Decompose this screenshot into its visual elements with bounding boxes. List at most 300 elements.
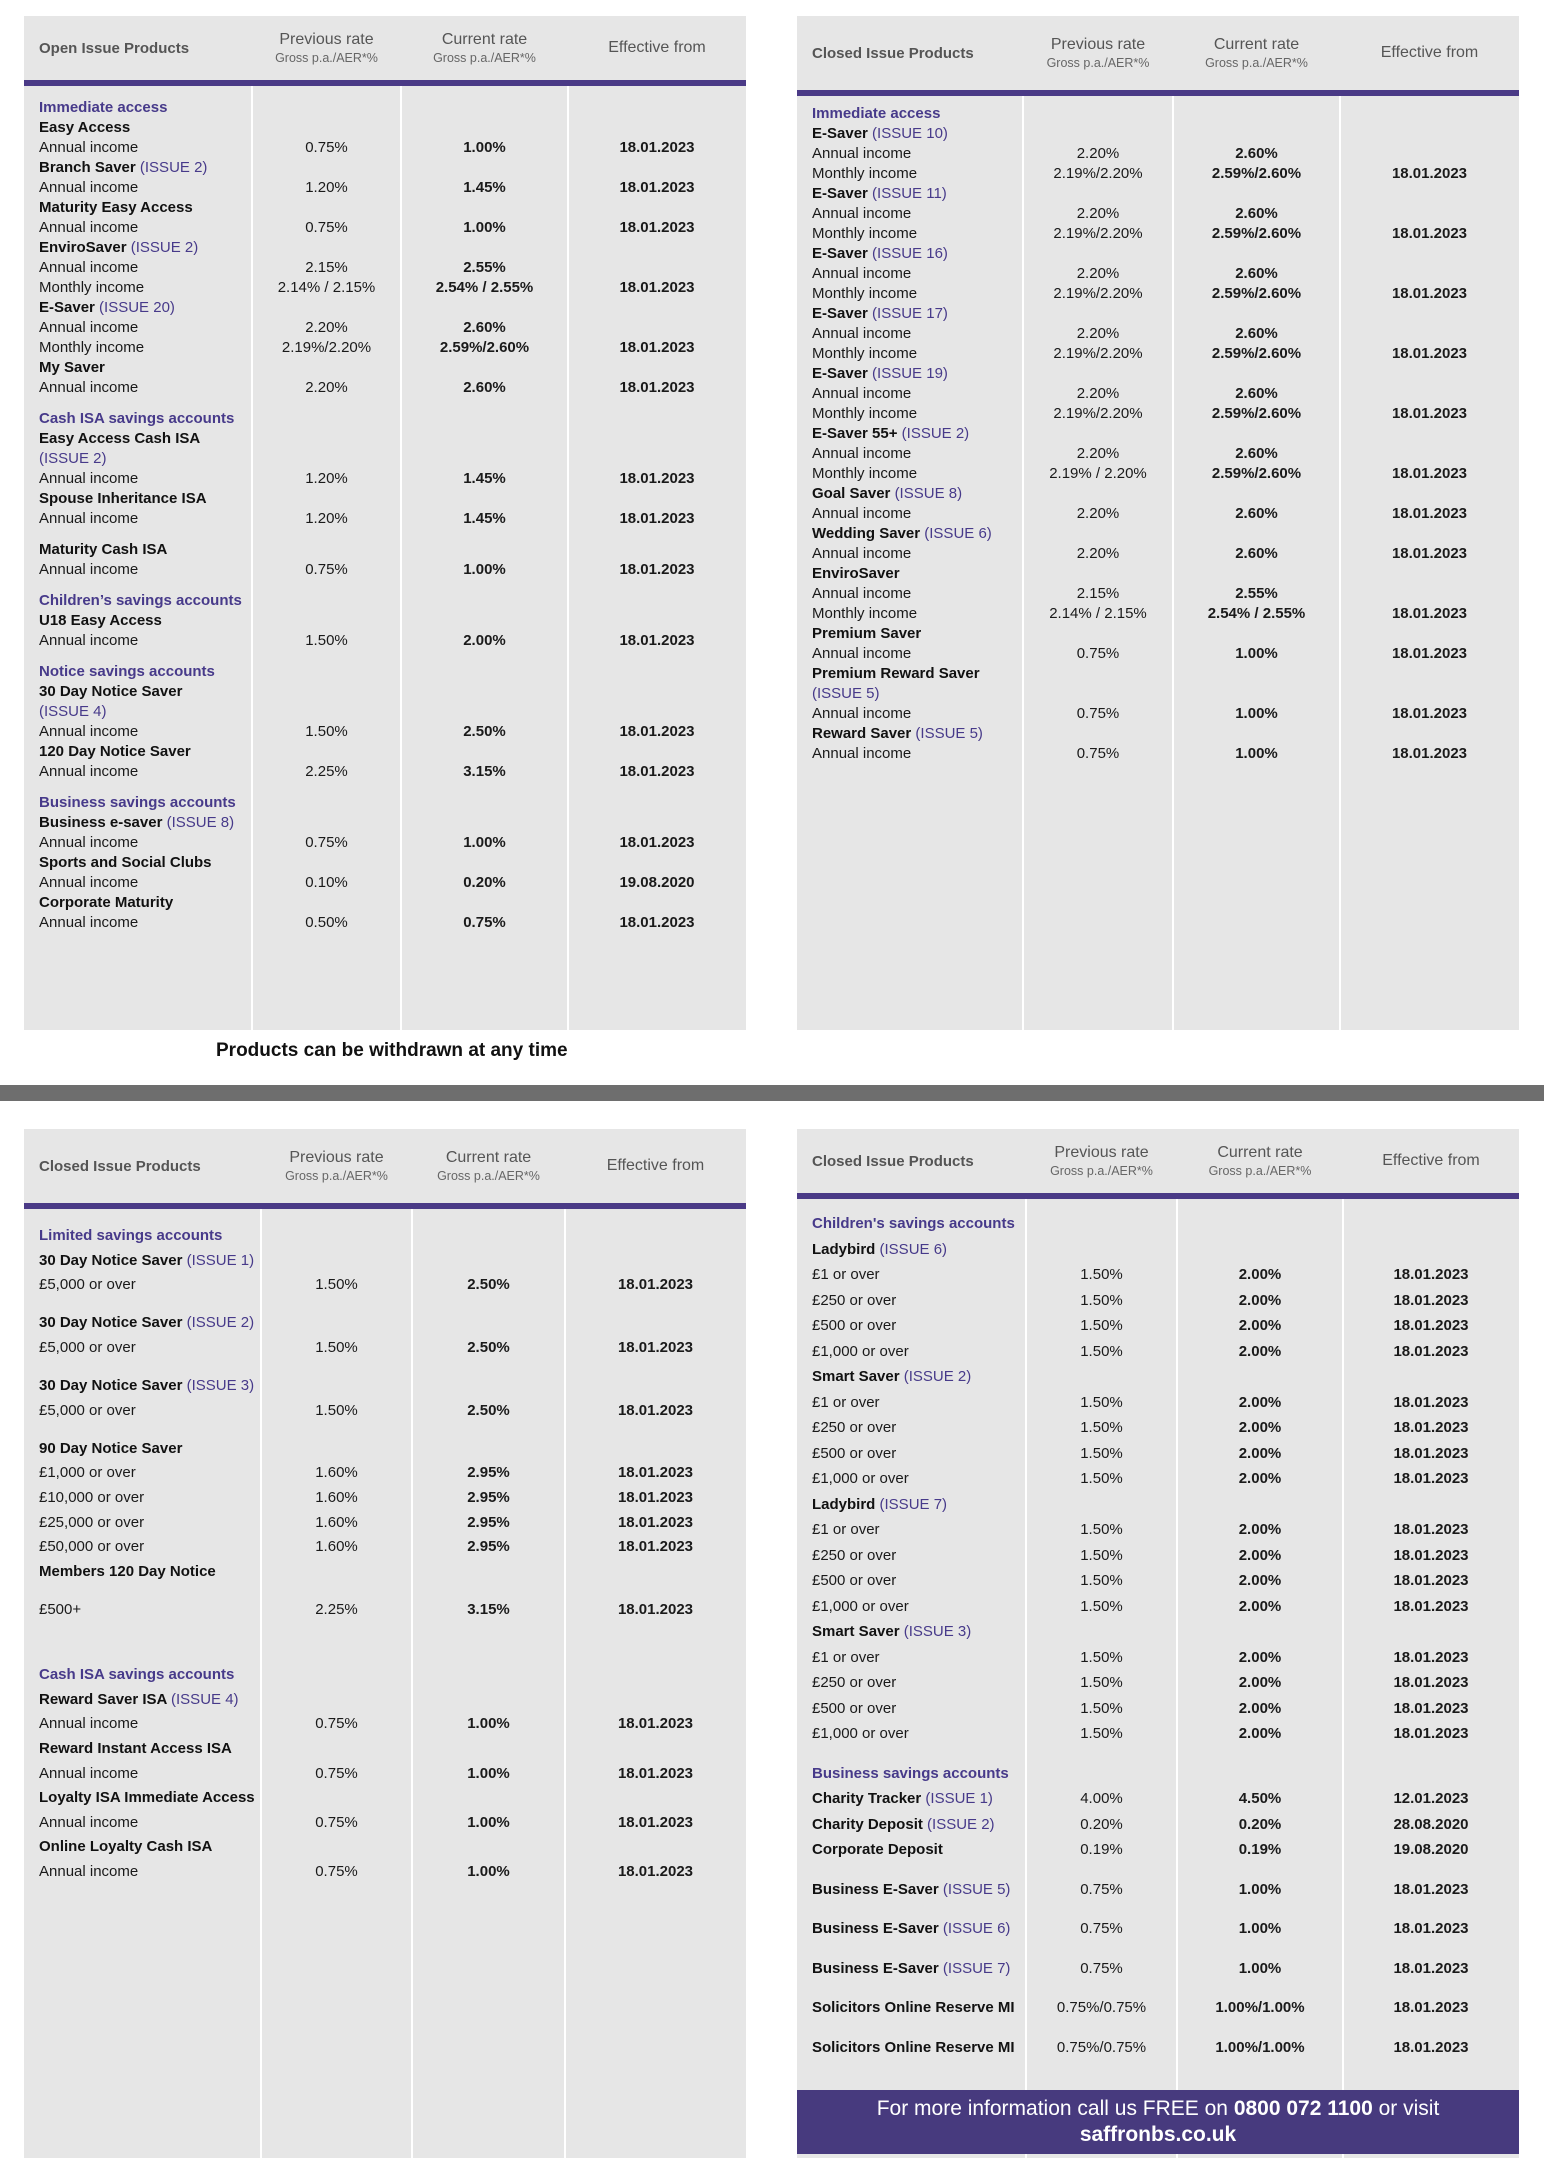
row-label <box>812 324 911 344</box>
current-rate-value: 2.00% <box>1238 1699 1282 1717</box>
product-row <box>797 484 1519 504</box>
label-text: Immediate access <box>812 105 941 122</box>
issue-tag: (ISSUE 6) <box>942 1920 1011 1938</box>
rate-row <box>24 1862 746 1882</box>
row-label <box>39 742 191 762</box>
label-text: E-Saver <box>812 245 868 262</box>
row-label <box>812 1342 909 1362</box>
phone-number[interactable]: 0800 072 1100 <box>1233 2097 1373 2120</box>
label-text: My Saver <box>39 359 105 376</box>
product-row <box>797 524 1519 544</box>
label-text: E-Saver <box>812 365 868 382</box>
label-text: Annual income <box>39 1764 139 1782</box>
label-text: Maturity Easy Access <box>39 199 193 216</box>
row-label <box>812 1291 896 1311</box>
row-label <box>39 1714 138 1734</box>
label-text: Business E-Saver <box>812 1920 939 1938</box>
rate-row <box>797 604 1519 624</box>
label-text: (ISSUE 2) <box>39 450 107 467</box>
current-rate-value: 4.50% <box>1238 1790 1282 1808</box>
previous-rate-value: 1.50% <box>1080 1521 1123 1538</box>
label-text: 120 Day Notice Saver <box>39 743 191 760</box>
row-label <box>812 1520 880 1540</box>
row-label <box>39 429 200 449</box>
label-text: Annual income <box>39 723 139 740</box>
current-rate-value: 2.60% <box>463 379 506 396</box>
previous-rate-header-subtitle: Gross p.a./AER*% <box>1050 1164 1153 1178</box>
row-label <box>812 1546 896 1566</box>
current-rate-header-label: Current rate <box>1217 1144 1303 1161</box>
label-text: Business E-Saver <box>812 1880 939 1898</box>
row-label <box>39 469 138 489</box>
section-label <box>812 104 940 124</box>
label-text: Smart Saver <box>812 1368 900 1385</box>
label-text: £1,000 or over <box>812 1342 909 1360</box>
product-row <box>24 358 746 378</box>
label-text: E-Saver <box>812 185 868 202</box>
effective-date-value: 18.01.2023 <box>619 561 695 578</box>
current-rate-value: 1.00% <box>1235 645 1278 662</box>
previous-rate-value: 2.19%/2.20% <box>281 339 372 356</box>
table-header <box>797 16 1519 96</box>
issue-tag: (ISSUE 10) <box>872 125 948 142</box>
product-row <box>797 724 1519 744</box>
previous-rate-value: 2.19%/2.20% <box>1053 165 1143 182</box>
row-label <box>39 1463 136 1483</box>
previous-rate-header-label: Previous rate <box>1050 36 1146 53</box>
current-rate-header-subtitle: Gross p.a./AER*% <box>1205 56 1308 70</box>
product-row <box>797 1959 1519 1979</box>
label-text: Corporate Maturity <box>39 894 174 911</box>
label-text: Cash ISA savings accounts <box>39 1666 235 1684</box>
label-text: £250 or over <box>812 1291 897 1309</box>
effective-date-value: 18.01.2023 <box>1391 545 1468 562</box>
section-label <box>39 662 215 682</box>
current-rate-header-label: Current rate <box>1213 36 1300 53</box>
effective-date-value: 18.01.2023 <box>1393 1597 1469 1615</box>
previous-rate-value: 2.19%/2.20% <box>1053 225 1143 242</box>
previous-rate-value: 1.50% <box>1080 1597 1123 1615</box>
effective-from-header <box>565 1129 746 1203</box>
product-row <box>24 1837 746 1857</box>
current-rate-value: 1.00% <box>463 139 506 156</box>
product-row <box>797 624 1519 644</box>
row-label <box>812 1815 995 1835</box>
current-rate-value: 2.00% <box>1238 1317 1282 1334</box>
previous-rate-value: 0.75% <box>315 1813 358 1831</box>
label-text: Monthly income <box>812 605 918 622</box>
current-rate-value: 0.19% <box>1238 1841 1282 1859</box>
label-text: £250 or over <box>812 1546 897 1564</box>
previous-rate-header <box>1026 1129 1177 1193</box>
row-label <box>39 813 234 833</box>
effective-from-header <box>1343 1129 1519 1193</box>
effective-date-value: 18.01.2023 <box>617 1715 694 1733</box>
row-label <box>812 224 917 244</box>
previous-rate-value: 1.20% <box>305 179 348 196</box>
previous-rate-value: 0.75% <box>1080 1920 1123 1938</box>
issue-tag: (ISSUE 1) <box>186 1251 255 1269</box>
rate-row <box>797 344 1519 364</box>
effective-date-value: 18.01.2023 <box>619 723 695 740</box>
rate-row <box>24 318 746 338</box>
label-text: £1,000 or over <box>812 1470 909 1487</box>
current-rate-value: 2.59%/2.60% <box>1211 165 1302 182</box>
previous-rate-value: 2.20% <box>1076 445 1120 462</box>
row-label <box>39 1690 239 1710</box>
effective-date-value: 18.01.2023 <box>619 179 695 196</box>
row-label <box>812 364 948 384</box>
product-row <box>24 1439 746 1459</box>
rate-row <box>797 1342 1519 1362</box>
rate-row <box>797 444 1519 464</box>
row-label <box>39 611 162 631</box>
label-text: Annual income <box>812 645 912 662</box>
row-label <box>39 1537 144 1557</box>
product-row <box>797 1367 1519 1387</box>
product-row <box>797 1495 1519 1515</box>
label-text: £1,000 or over <box>812 1725 909 1742</box>
row-label <box>812 704 911 724</box>
row-label <box>812 504 911 524</box>
effective-date-value: 18.01.2023 <box>1393 1699 1469 1717</box>
product-row <box>24 429 746 449</box>
issue-tag: (ISSUE 4) <box>171 1690 239 1708</box>
current-rate-value: 1.00% <box>467 1764 510 1782</box>
current-rate-header-subtitle: Gross p.a./AER*% <box>1208 1164 1312 1178</box>
label-text: £1 or over <box>812 1393 880 1411</box>
label-text: 90 Day Notice Saver <box>39 1439 183 1457</box>
current-rate-value: 1.00% <box>1238 1920 1282 1938</box>
rate-row <box>797 1393 1519 1413</box>
current-rate-value: 0.75% <box>463 914 506 931</box>
row-label <box>812 604 917 624</box>
product-row <box>797 1919 1519 1939</box>
current-rate-value: 2.95% <box>467 1513 510 1531</box>
label-text: Ladybird <box>812 1240 876 1258</box>
rate-row <box>797 1291 1519 1311</box>
current-rate-value: 1.00% <box>1235 705 1278 722</box>
label-text: Children’s savings accounts <box>39 592 242 609</box>
effective-date-value: 18.01.2023 <box>619 219 695 236</box>
label-text: Notice savings accounts <box>39 663 215 680</box>
effective-date-value: 19.08.2020 <box>619 874 695 891</box>
effective-date-value: 18.01.2023 <box>1393 1546 1469 1564</box>
effective-date-value: 18.01.2023 <box>1393 1317 1469 1334</box>
effective-date-value: 18.01.2023 <box>1391 705 1468 722</box>
effective-date-value: 18.01.2023 <box>617 1764 694 1782</box>
current-rate-value: 2.59%/2.60% <box>439 339 530 356</box>
label-text: Business E-Saver <box>812 1959 939 1977</box>
previous-rate-value: 1.60% <box>315 1464 358 1482</box>
current-rate-value: 2.60% <box>1235 145 1278 162</box>
row-label <box>39 1788 255 1808</box>
table-header <box>24 16 746 86</box>
label-text: Sports and Social Clubs <box>39 854 212 871</box>
row-label <box>812 1418 896 1438</box>
rate-row <box>24 1537 746 1557</box>
label-text: £1 or over <box>812 1521 880 1538</box>
row-label <box>39 873 138 893</box>
effective-date-value: 18.01.2023 <box>617 1862 694 1880</box>
issue-tag: (ISSUE 7) <box>879 1495 948 1513</box>
row-label <box>39 762 138 782</box>
row-label <box>39 1439 182 1459</box>
product-row <box>797 1789 1519 1809</box>
product-row <box>24 489 746 509</box>
previous-rate-value: 0.20% <box>1080 1815 1123 1833</box>
row-label <box>39 118 130 138</box>
label-text: Annual income <box>39 763 139 780</box>
issue-tag: (ISSUE 2) <box>139 159 208 176</box>
previous-rate-value: 2.20% <box>305 319 348 336</box>
label-text: £10,000 or over <box>39 1488 145 1506</box>
row-label <box>812 1880 1010 1900</box>
rate-row <box>797 684 1519 704</box>
current-rate-value: 2.59%/2.60% <box>1211 405 1302 422</box>
previous-rate-value: 0.75%/0.75% <box>1056 2038 1147 2056</box>
rate-row <box>797 1724 1519 1744</box>
current-rate-value: 2.00% <box>1238 1470 1282 1487</box>
row-label <box>812 204 911 224</box>
effective-date-value: 18.01.2023 <box>1393 1291 1469 1309</box>
previous-rate-value: 2.25% <box>315 1600 358 1618</box>
current-rate-value: 2.95% <box>467 1488 510 1506</box>
label-text: Children's savings accounts <box>812 1215 1015 1232</box>
effective-date-value: 18.01.2023 <box>617 1276 694 1294</box>
row-label <box>812 1789 993 1809</box>
previous-rate-value: 1.60% <box>315 1538 358 1556</box>
row-label <box>812 424 969 444</box>
previous-rate-value: 0.75% <box>1076 745 1120 762</box>
open-issue-panel <box>24 16 746 1030</box>
closed-issue-panel-2 <box>24 1129 746 2158</box>
effective-from-header <box>568 16 746 80</box>
label-text: Reward Saver ISA <box>39 1690 167 1708</box>
label-text: 30 Day Notice Saver <box>39 1314 183 1332</box>
rate-row <box>24 1714 746 1734</box>
rate-row <box>24 873 746 893</box>
previous-rate-value: 1.50% <box>315 1276 358 1294</box>
issue-tag: (ISSUE 2) <box>186 1314 255 1332</box>
row-label <box>39 278 144 298</box>
row-label <box>812 1724 909 1744</box>
section-heading <box>24 793 746 813</box>
closed-issue-panel-3 <box>797 1129 1519 2158</box>
product-row <box>24 682 746 702</box>
previous-rate-value: 1.20% <box>305 470 348 487</box>
current-rate-header-label: Current rate <box>441 31 528 48</box>
row-label <box>812 1393 880 1413</box>
current-rate-value: 1.00%/1.00% <box>1215 1999 1305 2017</box>
product-row <box>24 1251 746 1271</box>
label-text: £250 or over <box>812 1674 897 1691</box>
current-rate-value: 2.00% <box>1238 1291 1282 1309</box>
current-rate-header <box>401 16 568 80</box>
rate-row <box>24 469 746 489</box>
row-label <box>812 144 911 164</box>
row-label <box>812 524 992 544</box>
product-row <box>24 298 746 318</box>
previous-rate-value: 0.75% <box>1080 1880 1123 1898</box>
previous-rate-value: 1.50% <box>1080 1266 1123 1283</box>
effective-date-value: 18.01.2023 <box>1391 605 1468 622</box>
row-label <box>39 1600 81 1620</box>
label-text: Online Loyalty Cash ISA <box>39 1838 213 1856</box>
issue-tag: (ISSUE 7) <box>942 1959 1011 1977</box>
previous-rate-value: 0.75% <box>1076 705 1120 722</box>
rate-row <box>797 1673 1519 1693</box>
label-text: Annual income <box>39 874 139 891</box>
current-rate-value: 2.00% <box>463 632 506 649</box>
rate-row <box>24 1275 746 1295</box>
label-text: Reward Instant Access ISA <box>39 1739 232 1757</box>
row-label <box>812 124 948 144</box>
rate-row <box>797 644 1519 664</box>
current-rate-value: 2.60% <box>1235 505 1278 522</box>
label-text: £500 or over <box>812 1317 897 1334</box>
product-row <box>797 364 1519 384</box>
label-text: E-Saver <box>812 305 868 322</box>
row-label <box>812 464 917 484</box>
label-text: Annual income <box>812 745 912 762</box>
product-row <box>24 540 746 560</box>
label-text: Annual income <box>39 561 139 578</box>
section-heading <box>24 662 746 682</box>
label-text: £500 or over <box>812 1444 897 1462</box>
current-rate-value: 2.50% <box>467 1276 510 1294</box>
current-rate-value: 2.59%/2.60% <box>1211 285 1302 302</box>
label-text: Annual income <box>812 325 912 342</box>
rate-row <box>797 404 1519 424</box>
label-text: Annual income <box>39 510 139 527</box>
current-rate-value: 2.00% <box>1238 1597 1282 1615</box>
rate-row <box>24 1600 746 1620</box>
row-label <box>39 258 138 278</box>
label-text: E-Saver <box>812 125 868 142</box>
effective-date-value: 18.01.2023 <box>1391 645 1468 662</box>
product-row <box>797 1840 1519 1860</box>
website-link[interactable]: saffronbs.co.uk <box>1079 2123 1237 2146</box>
previous-rate-value: 1.50% <box>315 1401 358 1419</box>
current-rate-value: 1.00% <box>463 834 506 851</box>
rate-row <box>797 744 1519 764</box>
rate-row <box>797 1597 1519 1617</box>
label-text: Business savings accounts <box>812 1764 1009 1782</box>
label-text: Solicitors Online Reserve MI <box>812 2038 1015 2056</box>
product-row <box>24 1562 746 1582</box>
label-text: Annual income <box>812 505 912 522</box>
label-text: Charity Tracker <box>812 1790 922 1808</box>
current-rate-header-subtitle: Gross p.a./AER*% <box>437 1169 540 1183</box>
effective-date-value: 18.01.2023 <box>619 914 695 931</box>
label-text: Annual income <box>812 145 912 162</box>
label-text: 30 Day Notice Saver <box>39 1251 183 1269</box>
label-text: Annual income <box>812 545 912 562</box>
current-rate-value: 2.60% <box>1235 445 1278 462</box>
label-text: Annual income <box>39 1715 139 1733</box>
previous-rate-value: 0.75% <box>1076 645 1120 662</box>
row-label <box>812 1622 971 1642</box>
issue-tag: (ISSUE 19) <box>872 365 948 382</box>
previous-rate-value: 2.14% / 2.15% <box>1049 605 1147 622</box>
row-label <box>39 560 138 580</box>
effective-date-value: 18.01.2023 <box>1391 465 1468 482</box>
label-text: £250 or over <box>812 1419 897 1436</box>
section-label <box>39 793 236 813</box>
previous-rate-header-label: Previous rate <box>1054 1144 1149 1161</box>
previous-rate-value: 2.15% <box>305 259 348 276</box>
label-text: Limited savings accounts <box>39 1227 223 1244</box>
rate-row <box>24 1513 746 1533</box>
previous-rate-value: 1.50% <box>1080 1470 1123 1487</box>
label-text: Easy Access <box>39 119 131 136</box>
current-rate-value: 2.00% <box>1238 1266 1282 1283</box>
previous-rate-value: 2.20% <box>305 379 348 396</box>
effective-date-value: 12.01.2023 <box>1393 1790 1469 1808</box>
previous-rate-value: 0.19% <box>1080 1841 1123 1859</box>
previous-rate-value: 2.14% / 2.15% <box>277 279 376 296</box>
previous-rate-value: 0.75% <box>315 1862 358 1880</box>
row-label <box>812 1919 1010 1939</box>
label-text: Maturity Cash ISA <box>39 541 168 558</box>
label-text: Business savings accounts <box>39 794 236 811</box>
row-label <box>39 318 138 338</box>
product-row <box>797 1622 1519 1642</box>
row-label <box>39 449 107 469</box>
product-row <box>24 611 746 631</box>
label-text: Annual income <box>39 179 139 196</box>
rate-row <box>797 384 1519 404</box>
row-label <box>39 198 193 218</box>
effective-date-value: 18.01.2023 <box>1391 285 1468 302</box>
row-label <box>39 893 173 913</box>
rate-row <box>797 584 1519 604</box>
current-rate-value: 1.00% <box>1238 1959 1282 1977</box>
effective-date-value: 18.01.2023 <box>619 632 695 649</box>
previous-rate-value: 2.15% <box>1076 585 1120 602</box>
current-rate-header-subtitle: Gross p.a./AER*% <box>433 51 536 65</box>
current-rate-value: 2.60% <box>1235 325 1278 342</box>
panel-title: Closed Issue Products <box>39 1157 201 1175</box>
effective-date-value: 18.01.2023 <box>619 139 695 156</box>
rate-row <box>797 704 1519 724</box>
label-text: Monthly income <box>812 165 918 182</box>
previous-rate-value: 0.75% <box>1080 1959 1123 1977</box>
row-label <box>812 1444 896 1464</box>
current-rate-value: 2.00% <box>1238 1648 1282 1666</box>
row-label <box>39 722 138 742</box>
contact-text-b: or visit <box>1372 2097 1440 2120</box>
previous-rate-value: 0.75% <box>305 561 348 578</box>
product-row <box>24 158 746 178</box>
previous-rate-value: 0.75% <box>305 834 348 851</box>
row-label <box>39 1862 138 1882</box>
panel-title: Closed Issue Products <box>812 1152 974 1170</box>
row-label <box>812 184 947 204</box>
label-text: Business e-saver <box>39 814 163 831</box>
current-rate-value: 2.00% <box>1238 1444 1282 1462</box>
row-label <box>812 664 980 684</box>
contact-text-a: For more information call us FREE on <box>876 2097 1234 2120</box>
row-label <box>39 1813 138 1833</box>
previous-rate-value: 2.20% <box>1076 505 1120 522</box>
rate-row <box>24 449 746 469</box>
product-row <box>797 1880 1519 1900</box>
rate-row <box>24 631 746 651</box>
effective-date-value: 18.01.2023 <box>1391 505 1468 522</box>
rate-row <box>24 1338 746 1358</box>
